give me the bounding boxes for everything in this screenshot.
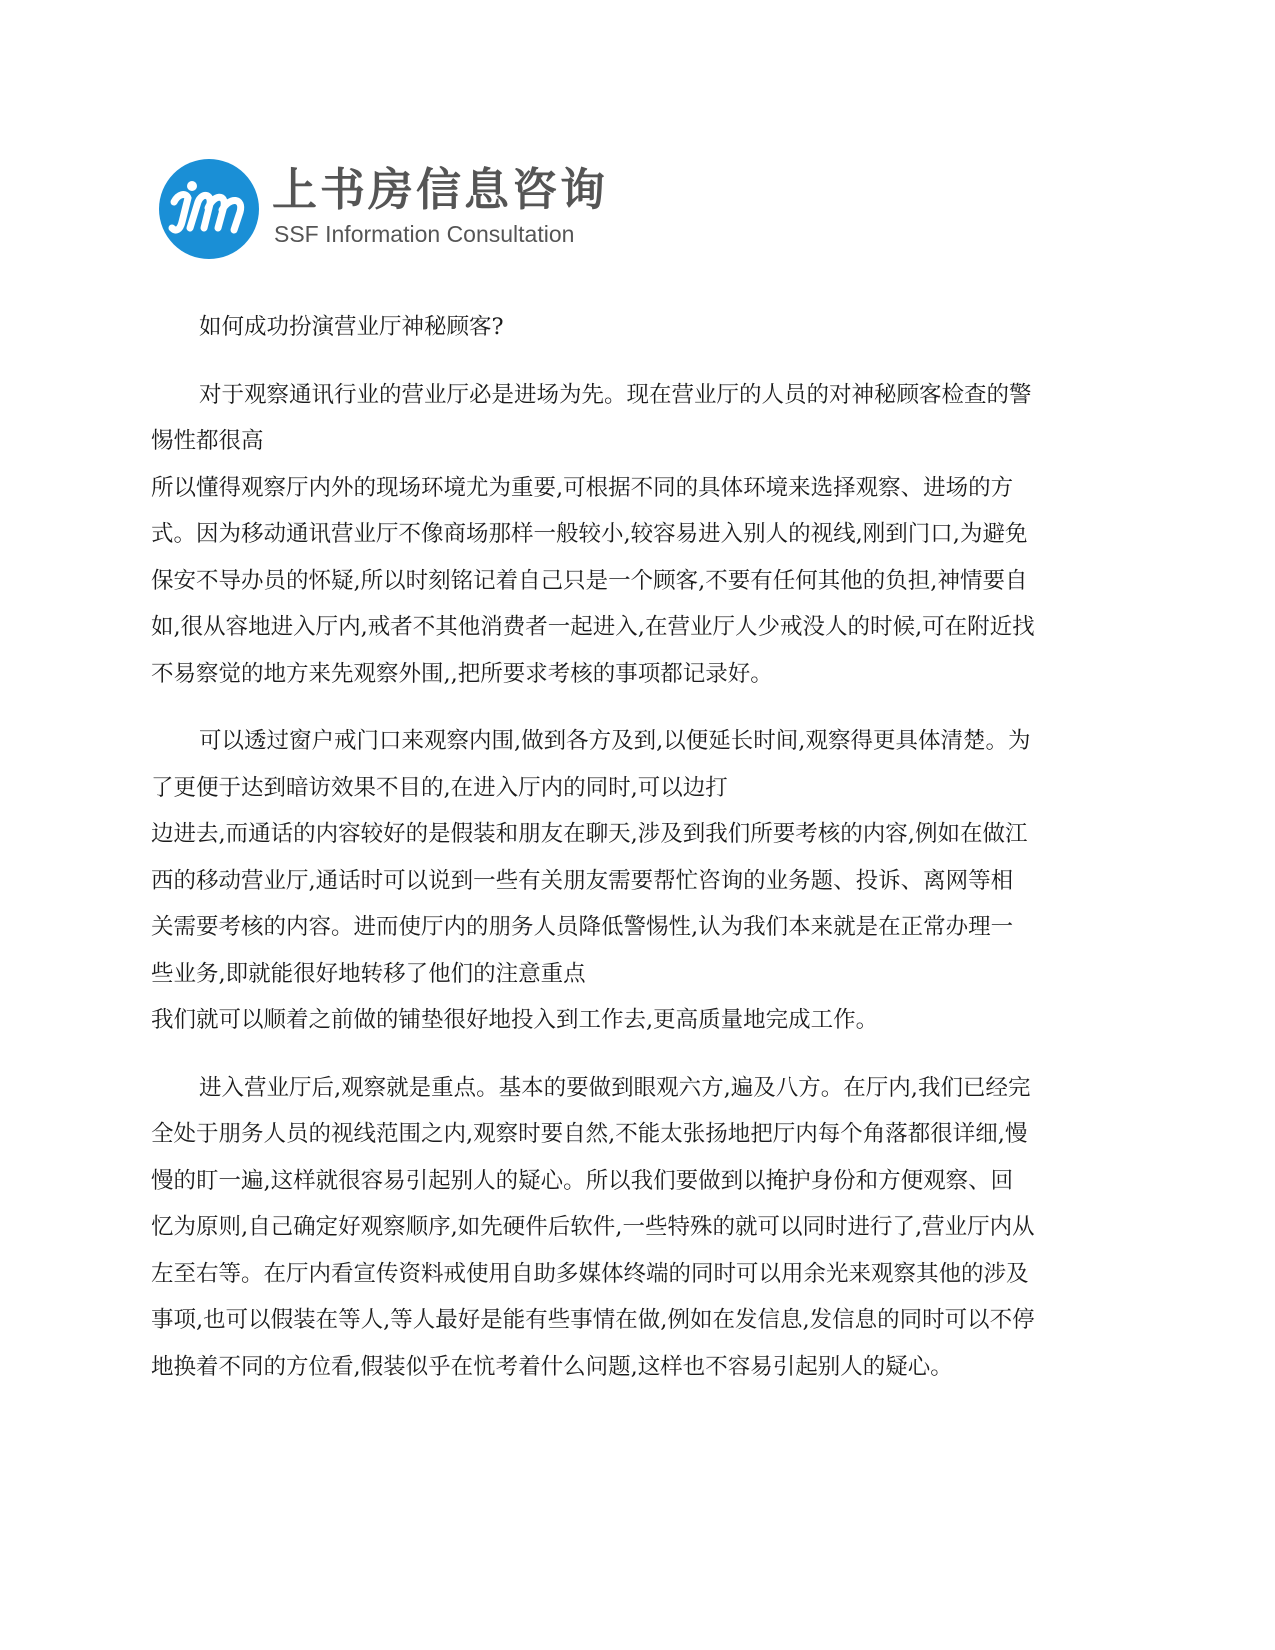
text-line: 所以懂得观察厅内外的现场环境尤为重要,可根据不同的具体环境来选择观察、进场的方 [151,474,1014,501]
text-line: 忆为原则,自己确定好观察顺序,如先硬件后软件,一些特殊的就可以同时进行了,营业厅内从 [151,1214,1035,1240]
im-letterform-logo-icon [158,158,260,260]
text-line: 关需要考核的内容。进而使厅内的朋务人员降低警惕性,认为我们本来就是在正常办理一 [151,914,1014,940]
text-line: 进入营业厅后,观察就是重点。基本的要做到眼观六方,遍及八方。在厅内,我们已经完 [199,1074,1031,1101]
text-line: 左至右等。在厅内看宣传资料戒使用自助多媒体终端的同时可以用余光来观察其他的涉及 [151,1260,1029,1287]
text-line: 全处于朋务人员的视线范围之内,观察时要自然,不能太张扬地把厅内每个角落都很详细,慢 [151,1121,1028,1147]
text-line: 保安不导办员的怀疑,所以时刻铭记着自己只是一个顾客,不要有任何其他的负担,神情要自 [151,567,1028,594]
text-line: 对于观察通讯行业的营业厅必是进场为先。现在营业厅的人员的对神秘顾客检查的警 [199,381,1032,408]
text-line: 不易察觉的地方来先观察外围,,把所要求考核的事项都记录好。 [151,660,773,687]
text-line: 事项,也可以假装在等人,等人最好是能有些事情在做,例如在发信息,发信息的同时可以不停 [151,1307,1035,1333]
logo-english-name: SSF Information Consultation [274,221,575,247]
company-logo [158,158,609,258]
document-title: 如何成功扮演营业厅神秘顾客? [199,314,504,340]
text-line: 地换着不同的方位看,假装似乎在忼考着什么问题,这样也不容易引起别人的疑心。 [151,1353,953,1380]
paragraph-3 [151,1065,1133,1391]
text-line: 惕性都很高 [151,428,264,454]
text-line: 西的移动营业厅,通话时可以说到一些有关朋友需要帮忙咨询的业务题、投诉、离网等相 [151,867,1014,894]
text-line: 了更便于达到暗访效果不目的,在进入厅内的同时,可以边打 [151,774,728,801]
paragraph-1 [151,372,1133,698]
text-line: 慢的盯一遍,这样就很容易引起别人的疑心。所以我们要做到以掩护身份和方便观察、回 [151,1167,1014,1194]
text-line: 可以透过窗户戒门口来观察内围,做到各方及到,以便延长时间,观察得更具体清楚。为 [199,728,1031,754]
document-body [151,304,1133,1390]
logo-chinese-name: 上书房信息咨询 [272,163,609,216]
text-line: 边进去,而通话的内容较好的是假装和朋友在聊天,涉及到我们所要考核的内容,例如在做江 [151,821,1028,847]
text-line: 我们就可以顺着之前做的铺垫很好地投入到工作去,更高质量地完成工作。 [151,1007,879,1033]
text-line: 如,很从容地进入厅内,戒者不其他消费者一起进入,在营业厅人少戒没人的时候,可在附近找 [151,614,1035,640]
text-line: 式。因为移动通讯营业厅不像商场那样一般较小,较容易进入别人的视线,刚到门口,为避免 [151,521,1028,547]
paragraph-2 [151,718,1133,1044]
text-line: 些业务,即就能很好地转移了他们的注意重点 [151,960,586,987]
